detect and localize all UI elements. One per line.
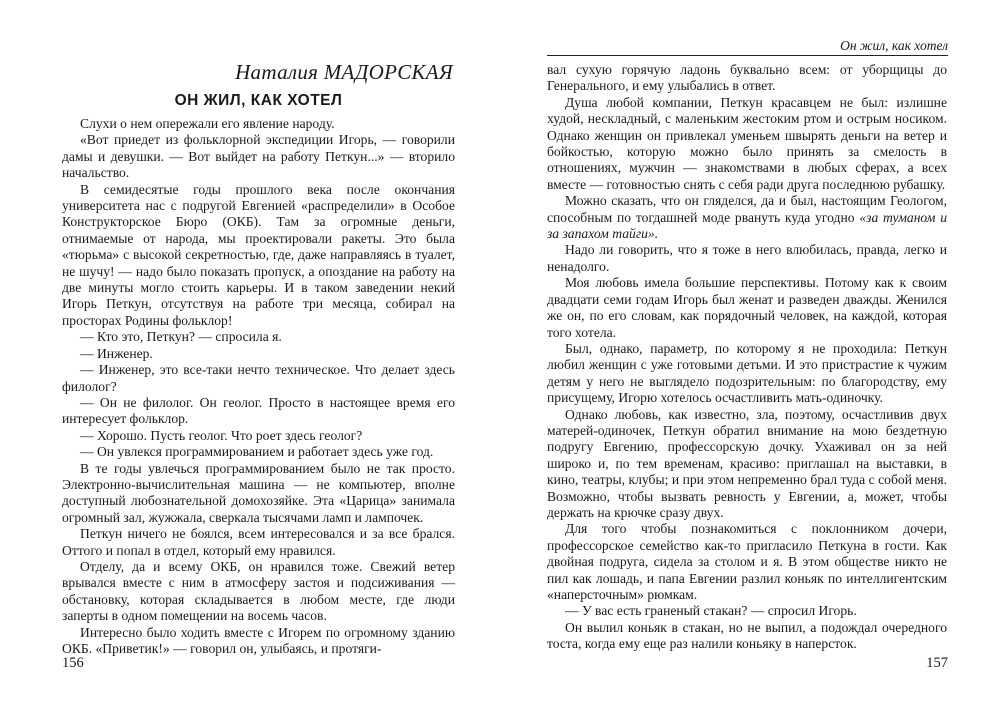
story-title: ОН ЖИЛ, КАК ХОТЕЛ [174,92,343,109]
paragraph: Интересно было ходить вместе с Игорем по огромному зданию ОКБ. «Приветик!» — говорил он, улыбаясь, и протяги- [62,624,455,656]
header-rule [547,55,948,56]
paragraph: — Хорошо. Пусть геолог. Что роет здесь геолог? [80,427,363,443]
paragraph: Душа любой компании, Петкун красавцем не был: излишне худой, нескладный, с маленьким жестоким ртом и острым носиком. Однако женщин он привлекал уменьем швырять деньги на ветер и бойкостью, которую можно было принять за смелость в отношениях, мужчин — знакомствами в любых сферах, а всех вместе — готовностью снять с себя ради друга последнюю рубашку. [547,94,947,192]
paragraph: Отделу, да и всему ОКБ, он нравился тоже. Свежий ветер врывался вместе с ним в атмосферу застоя и подсиживания — обстановку, которая складывается в любом месте, где люди заперты в одном помещении на восемь часов. [62,558,455,624]
author-name: Наталия МАДОРСКАЯ [235,60,453,84]
paragraph: — Он не филолог. Он геолог. Просто в настоящее время его интересует фольклор. [62,394,455,427]
page-number: 157 [926,655,948,671]
paragraph: — У вас есть граненый стакан? — спросил Игорь. [565,603,857,619]
paragraph: Для того чтобы познакомиться с поклонником дочери, профессорское семейство как-то пригласило Петкуна в гости. Как двойная подруга, сидела за столом и я. В этом обществе никто не пил как лошадь, и папа Евгении разлил коньяк по интеллигентским «наперсточным» рюмкам. [547,521,947,602]
paragraph: — Инженер. [80,345,153,361]
paragraph: — Он увлекся программированием и работает здесь уже год. [80,444,434,460]
paragraph: — Инженер, это все-таки нечто техническое. Что делает здесь филолог? [62,362,455,394]
paragraph: Моя любовь имела большие перспективы. Потому как к своим двадцати семи годам Игорь был женат и разведен дважды. Женился же он, по его словам, как порядочный человек, на каждой, которая того хотела. [547,275,947,340]
paragraph: Однако любовь, как известно, зла, поэтому, осчастливив двух матерей-одиночек, Петкун обратил внимание на мою бездетную подругу Евгению, профессорскую дочку. Ухаживал он за ней широко и, по тем временам, красиво: приглашал на выставки, в кино, театры, клубы; и при этом непременно брал туда с собой меня. Возможно, чтобы вызвать ревность у Евгении, а, может, чтобы держать на крючке сразу двух. [547,406,947,520]
paragraph: Надо ли говорить, что я тоже в него влюбилась, правда, легко и ненадолго. [547,242,947,274]
paragraph: «Вот приедет из фольклорной экспедиции Игорь, — говорили дамы и девушки. — Вот выйдет на работу Петкун...» — вторило начальство. [62,132,455,181]
paragraph: В семидесятые годы прошлого века после окончания университета нас с подругой Евгенией «распределили» в Особое Конструкторское Бюро (ОКБ). Там за огромные деньги, отнимаемые от народа, мы проектировали ракеты. Это была «тюрьма» с высокой секретностью, где, даже направляясь в туалет, не шучу! — надо было показать пропуск, а опоздание на работу на две минуты могло стоить карьеры. И в таком заведении некий Игорь Петкун, отсутствуя на работе три месяца, собирал на просторах Родины фольклор! [62,181,455,328]
left-page-text [62,116,455,657]
paragraph: В те годы увлечься программированием было не так просто. Электронно-вычислительная машина — не компьютер, вполне доступный любознательной домохозяйке. Эта «Царица» занимала огромный зал, жужжала, сверкала тысячами ламп и лампочек. [62,460,455,525]
page-number: 156 [62,655,84,671]
paragraph-text: Можно сказать, что он гляделся, да и был, настоящим Геологом, способным по тогдашней моде рвануть куда угодно [547,193,947,225]
paragraph: Петкун ничего не боялся, всем интересовался и за все брался. Оттого и попал в отдел, который ему нравился. [62,526,455,558]
right-page [500,0,1000,707]
paragraph [547,193,947,242]
paragraph: вал сухую горячую ладонь буквально всем: от уборщицы до Генерального, и ему улыбались в ответ. [547,62,947,94]
running-head: Он жил, как хотел [840,38,948,53]
paragraph: Он вылил коньяк в стакан, но не выпил, а подождал очередного тоста, когда ему еще раз налили коньяку в наперсток. [547,619,947,652]
right-page-text [547,62,947,653]
quote-italic: «за туманом и за запахом тайги». [547,209,947,242]
paragraph: — Кто это, Петкун? — спросила я. [80,329,282,345]
paragraph: Слухи о нем опережали его явление народу. [80,116,335,131]
paragraph: Был, однако, параметр, по которому я не проходила: Петкун любил женщин с уже готовыми детьми. И это пристрастие к чужим детям у него не выглядело подозрительным: по благородству, ему присущему, Игорю хотелось осчастливить мать-одиночку. [547,340,947,406]
